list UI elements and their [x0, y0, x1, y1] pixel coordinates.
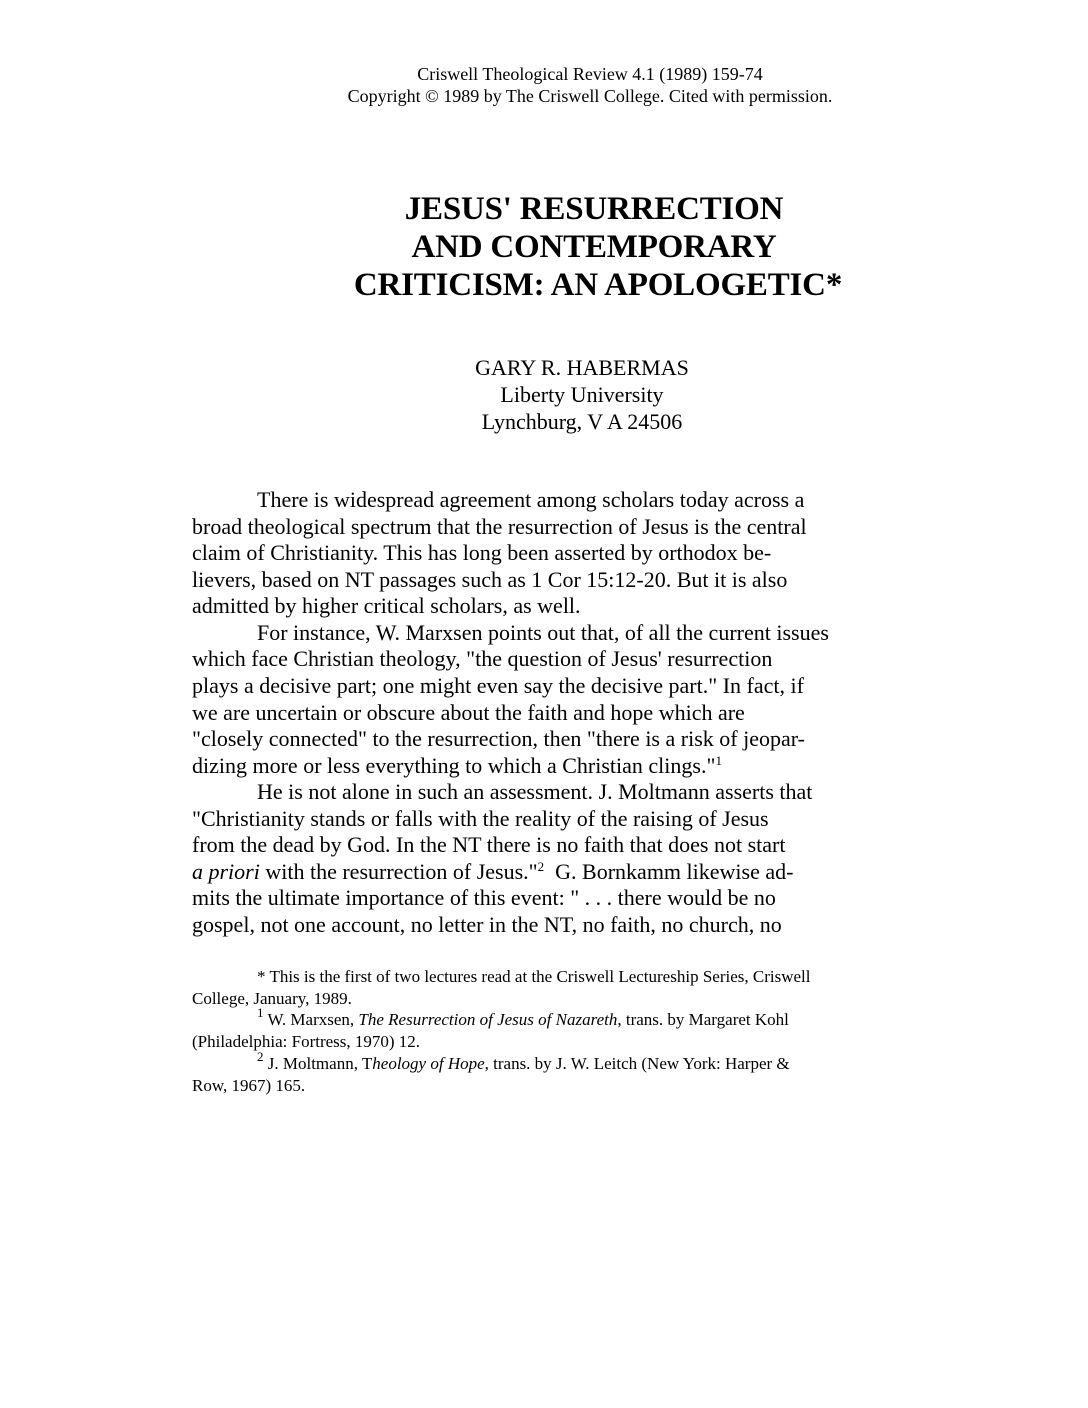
body-line: lievers, based on NT passages such as 1 Cor 15:12-20. But it is also — [192, 567, 788, 592]
footnote-1-cont: (Philadelphia: Fortress, 1970) 12. — [192, 1032, 421, 1051]
body-line: broad theological spectrum that the resurrection of Jesus is the central — [192, 514, 807, 539]
author-name: GARY R. HABERMAS — [475, 355, 689, 380]
body-text: dizing more or less everything to which a Christian clings." — [192, 753, 716, 778]
body-line: There is widespread agreement among scholars today across a — [257, 487, 805, 512]
footnote-ref-2: 2 — [537, 859, 545, 874]
footnote-ref-1: 1 — [715, 753, 722, 768]
body-line: For instance, W. Marxsen points out that, of all the current issues — [257, 620, 829, 645]
footnote-star: * This is the first of two lectures read at the Criswell Lectureship Series, Criswell — [257, 967, 811, 986]
footnote-star-cont: College, January, 1989. — [192, 989, 352, 1008]
body-line: "closely connected" to the resurrection, then "there is a risk of jeopar- — [192, 726, 805, 751]
footnote-text: J. Moltmann, T — [263, 1054, 373, 1073]
body-line: "Christianity stands or falls with the reality of the raising of Jesus — [192, 806, 769, 831]
body-line: gospel, not one account, no letter in the NT, no faith, no church, no — [192, 912, 782, 937]
footnote-number: 2 — [257, 1049, 264, 1064]
body-line: which face Christian theology, "the question of Jesus' resurrection — [192, 646, 773, 671]
author-location: Lynchburg, V A 24506 — [481, 409, 683, 434]
footnote-2 — [257, 1049, 790, 1074]
book-title: heology of Hope — [372, 1054, 485, 1073]
footnote-1 — [257, 1005, 789, 1030]
article-title-line-1: JESUS' RESURRECTION — [404, 191, 784, 227]
footnote-text: , trans. by J. W. Leitch (New York: Harper & — [484, 1054, 790, 1073]
body-line — [192, 753, 722, 779]
journal-citation: Criswell Theological Review 4.1 (1989) 159-74 — [417, 64, 763, 84]
footnote-text: , trans. by Margaret Kohl — [617, 1010, 789, 1029]
footnote-2-cont: Row, 1967) 165. — [192, 1076, 306, 1095]
author-affiliation: Liberty University — [500, 382, 664, 407]
body-line: claim of Christianity. This has long been asserted by orthodox be- — [192, 540, 772, 565]
body-line: admitted by higher critical scholars, as well. — [192, 593, 581, 618]
article-title-line-3: CRITICISM: AN APOLOGETIC* — [353, 267, 843, 303]
italic-term: a priori — [192, 859, 260, 884]
body-line: from the dead by God. In the NT there is no faith that does not start — [192, 832, 786, 857]
body-line: we are uncertain or obscure about the faith and hope which are — [192, 700, 745, 725]
footnote-number: 1 — [257, 1005, 264, 1020]
copyright-notice: Copyright © 1989 by The Criswell College. Cited with permission. — [347, 86, 833, 106]
article-title-line-2: AND CONTEMPORARY — [411, 229, 777, 265]
body-line: plays a decisive part; one might even say the decisive part." In fact, if — [192, 673, 804, 698]
footnote-text: W. Marxsen, — [263, 1010, 359, 1029]
book-title: The Resurrection of Jesus of Nazareth — [358, 1010, 618, 1029]
body-text: G. Bornkamm likewise ad- — [544, 859, 794, 884]
body-line: He is not alone in such an assessment. J. Moltmann asserts that — [257, 779, 813, 804]
body-text: with the resurrection of Jesus." — [259, 859, 538, 884]
body-line — [192, 859, 793, 885]
body-line: mits the ultimate importance of this event: " . . . there would be no — [192, 885, 776, 910]
